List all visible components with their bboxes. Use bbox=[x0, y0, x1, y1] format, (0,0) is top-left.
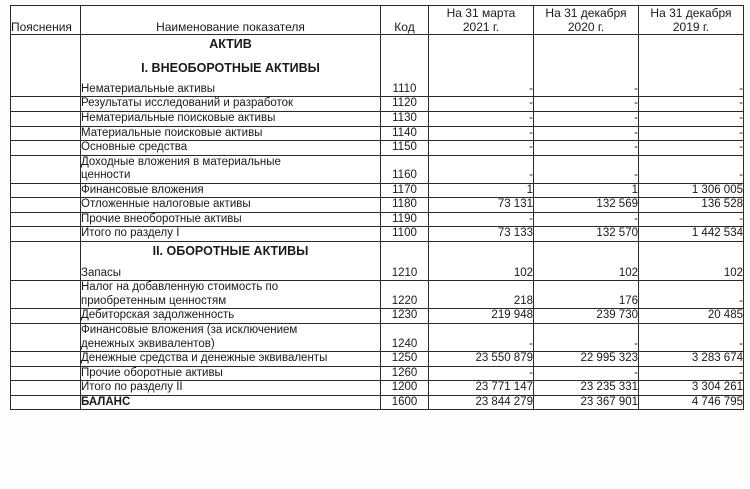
row-value-3: - bbox=[639, 97, 744, 112]
header-period-1 bbox=[429, 6, 534, 35]
row-value-3: - bbox=[639, 141, 744, 156]
row-value-2: - bbox=[534, 212, 639, 227]
note-cell bbox=[11, 155, 81, 183]
row-label: Основные средства bbox=[81, 141, 381, 156]
row-label-line1: Налог на добавленную стоимость по bbox=[81, 281, 279, 294]
row-value-3: - bbox=[639, 212, 744, 227]
asset-title: АКТИВ bbox=[209, 37, 252, 52]
row-value-2: 1 bbox=[534, 183, 639, 198]
row-value-1: 102 bbox=[429, 242, 534, 281]
row-value-3: - bbox=[639, 281, 744, 309]
row-value-1: - bbox=[429, 126, 534, 141]
header-note: Пояснения bbox=[11, 6, 81, 35]
note-cell bbox=[11, 242, 81, 281]
row-value-2: 239 730 bbox=[534, 309, 639, 324]
row-value-1: - bbox=[429, 35, 534, 97]
row-value-3: 4 746 795 bbox=[639, 395, 744, 410]
row-value-2: - bbox=[534, 366, 639, 381]
row-label-line1: Доходные вложения в материальные bbox=[81, 155, 281, 168]
header-period-2 bbox=[534, 6, 639, 35]
row-code: 1130 bbox=[381, 111, 429, 126]
row-value-1: 23 550 879 bbox=[429, 352, 534, 367]
row-label: Результаты исследований и разработок bbox=[81, 97, 381, 112]
row-label: Прочие оборотные активы bbox=[81, 366, 381, 381]
table-row bbox=[11, 212, 744, 227]
table-row bbox=[11, 198, 744, 213]
row-value-2: - bbox=[534, 155, 639, 183]
table-row-total-section1 bbox=[11, 227, 744, 242]
row-value-3: - bbox=[639, 126, 744, 141]
table-row bbox=[11, 141, 744, 156]
row-code: 1600 bbox=[381, 395, 429, 410]
row-value-3: - bbox=[639, 366, 744, 381]
table-row bbox=[11, 97, 744, 112]
header-period-1-line2: 2021 г. bbox=[462, 20, 500, 35]
row-label: Нематериальные поисковые активы bbox=[81, 111, 381, 126]
row-code: 1190 bbox=[381, 212, 429, 227]
row-value-2: 176 bbox=[534, 281, 639, 309]
row-label: БАЛАНС bbox=[81, 395, 381, 410]
header-period-3-line2: 2019 г. bbox=[672, 20, 710, 35]
note-cell bbox=[11, 324, 81, 352]
row-value-3: 1 442 534 bbox=[639, 227, 744, 242]
row-value-1: - bbox=[429, 366, 534, 381]
row-value-1: 23 771 147 bbox=[429, 381, 534, 396]
table-row-total-section2 bbox=[11, 381, 744, 396]
table-row bbox=[11, 324, 744, 352]
note-cell bbox=[11, 111, 81, 126]
row-value-2: 132 570 bbox=[534, 227, 639, 242]
row-label: Итого по разделу II bbox=[81, 381, 381, 396]
row-value-2: 22 995 323 bbox=[534, 352, 639, 367]
row-value-3: - bbox=[639, 324, 744, 352]
section-2-title: II. ОБОРОТНЫЕ АКТИВЫ bbox=[152, 244, 309, 258]
row-value-2: 23 367 901 bbox=[534, 395, 639, 410]
row-value-1: - bbox=[429, 212, 534, 227]
note-cell bbox=[11, 352, 81, 367]
row-code: 1180 bbox=[381, 198, 429, 213]
row-label bbox=[81, 324, 381, 352]
row-label-line2: денежных эквивалентов) bbox=[81, 337, 215, 350]
row-value-3: - bbox=[639, 155, 744, 183]
row-value-2: - bbox=[534, 126, 639, 141]
row-value-2: - bbox=[534, 111, 639, 126]
row-value-1: - bbox=[429, 141, 534, 156]
row-value-3: 102 bbox=[639, 242, 744, 281]
row-label-line2: приобретенным ценностям bbox=[81, 294, 227, 307]
header-period-3 bbox=[639, 6, 744, 35]
note-cell bbox=[11, 395, 81, 410]
note-cell bbox=[11, 309, 81, 324]
note-cell bbox=[11, 97, 81, 112]
row-value-3: 3 283 674 bbox=[639, 352, 744, 367]
table-row bbox=[11, 281, 744, 309]
header-period-2-line1: На 31 декабря bbox=[545, 6, 627, 20]
row-value-1: - bbox=[429, 155, 534, 183]
row-code: 1200 bbox=[381, 381, 429, 396]
row-label: Денежные средства и денежные эквиваленты bbox=[81, 352, 381, 367]
row-value-1: 1 bbox=[429, 183, 534, 198]
row-label-line2: ценности bbox=[81, 169, 131, 182]
note-cell bbox=[11, 126, 81, 141]
table-row bbox=[11, 126, 744, 141]
row-label: Отложенные налоговые активы bbox=[81, 198, 381, 213]
row-value-1: 73 133 bbox=[429, 227, 534, 242]
header-period-1-line1: На 31 марта bbox=[446, 6, 516, 20]
section-1-title: I. ВНЕОБОРОТНЫЕ АКТИВЫ bbox=[141, 61, 320, 76]
row-value-3: 1 306 005 bbox=[639, 183, 744, 198]
balance-sheet-table bbox=[10, 5, 744, 410]
row-value-3: 136 528 bbox=[639, 198, 744, 213]
section-heading-cell bbox=[81, 35, 381, 97]
row-value-1: 218 bbox=[429, 281, 534, 309]
table-header-row bbox=[11, 6, 744, 35]
header-name: Наименование показателя bbox=[81, 6, 381, 35]
row-value-1: - bbox=[429, 111, 534, 126]
section-2-heading-row bbox=[11, 242, 744, 281]
row-code: 1170 bbox=[381, 183, 429, 198]
note-cell bbox=[11, 141, 81, 156]
table-row bbox=[11, 352, 744, 367]
row-value-3: 3 304 261 bbox=[639, 381, 744, 396]
note-cell bbox=[11, 35, 81, 97]
row-value-2: 132 569 bbox=[534, 198, 639, 213]
row-label: Запасы bbox=[81, 266, 121, 279]
row-value-3: - bbox=[639, 111, 744, 126]
header-period-3-line1: На 31 декабря bbox=[650, 6, 732, 20]
note-cell bbox=[11, 281, 81, 309]
note-cell bbox=[11, 198, 81, 213]
row-code: 1140 bbox=[381, 126, 429, 141]
table-row bbox=[11, 155, 744, 183]
header-period-2-line2: 2020 г. bbox=[567, 20, 605, 35]
row-value-2: - bbox=[534, 35, 639, 97]
note-cell bbox=[11, 212, 81, 227]
row-value-2: - bbox=[534, 324, 639, 352]
row-value-3: 20 485 bbox=[639, 309, 744, 324]
section-asset-heading-row bbox=[11, 35, 744, 97]
note-cell bbox=[11, 381, 81, 396]
row-code: 1120 bbox=[381, 97, 429, 112]
row-code: 1100 bbox=[381, 227, 429, 242]
table-row bbox=[11, 366, 744, 381]
row-label: Прочие внеоборотные активы bbox=[81, 212, 381, 227]
table-row bbox=[11, 111, 744, 126]
row-value-3: - bbox=[639, 35, 744, 97]
row-value-2: 23 235 331 bbox=[534, 381, 639, 396]
row-code: 1230 bbox=[381, 309, 429, 324]
row-label: Материальные поисковые активы bbox=[81, 126, 381, 141]
row-label bbox=[81, 281, 381, 309]
note-cell bbox=[11, 227, 81, 242]
note-cell bbox=[11, 366, 81, 381]
row-label bbox=[81, 155, 381, 183]
row-label: Финансовые вложения bbox=[81, 183, 381, 198]
row-code: 1260 bbox=[381, 366, 429, 381]
row-value-2: - bbox=[534, 97, 639, 112]
row-value-2: 102 bbox=[534, 242, 639, 281]
row-code: 1250 bbox=[381, 352, 429, 367]
row-label: Дебиторская задолженность bbox=[81, 309, 381, 324]
table-row bbox=[11, 309, 744, 324]
section-heading-cell bbox=[81, 242, 381, 281]
row-code: 1110 bbox=[381, 35, 429, 97]
row-value-1: - bbox=[429, 324, 534, 352]
row-label: Итого по разделу I bbox=[81, 227, 381, 242]
row-code: 1210 bbox=[381, 242, 429, 281]
row-value-1: 73 131 bbox=[429, 198, 534, 213]
row-code: 1150 bbox=[381, 141, 429, 156]
row-code: 1160 bbox=[381, 155, 429, 183]
row-value-2: - bbox=[534, 141, 639, 156]
row-label-line1: Финансовые вложения (за исключением bbox=[81, 324, 298, 336]
row-value-1: - bbox=[429, 97, 534, 112]
row-code: 1240 bbox=[381, 324, 429, 352]
table-row bbox=[11, 183, 744, 198]
header-code: Код bbox=[381, 6, 429, 35]
row-code: 1220 bbox=[381, 281, 429, 309]
row-value-1: 23 844 279 bbox=[429, 395, 534, 410]
table-row-balance bbox=[11, 395, 744, 410]
row-value-1: 219 948 bbox=[429, 309, 534, 324]
note-cell bbox=[11, 183, 81, 198]
row-label: Нематериальные активы bbox=[81, 82, 216, 95]
